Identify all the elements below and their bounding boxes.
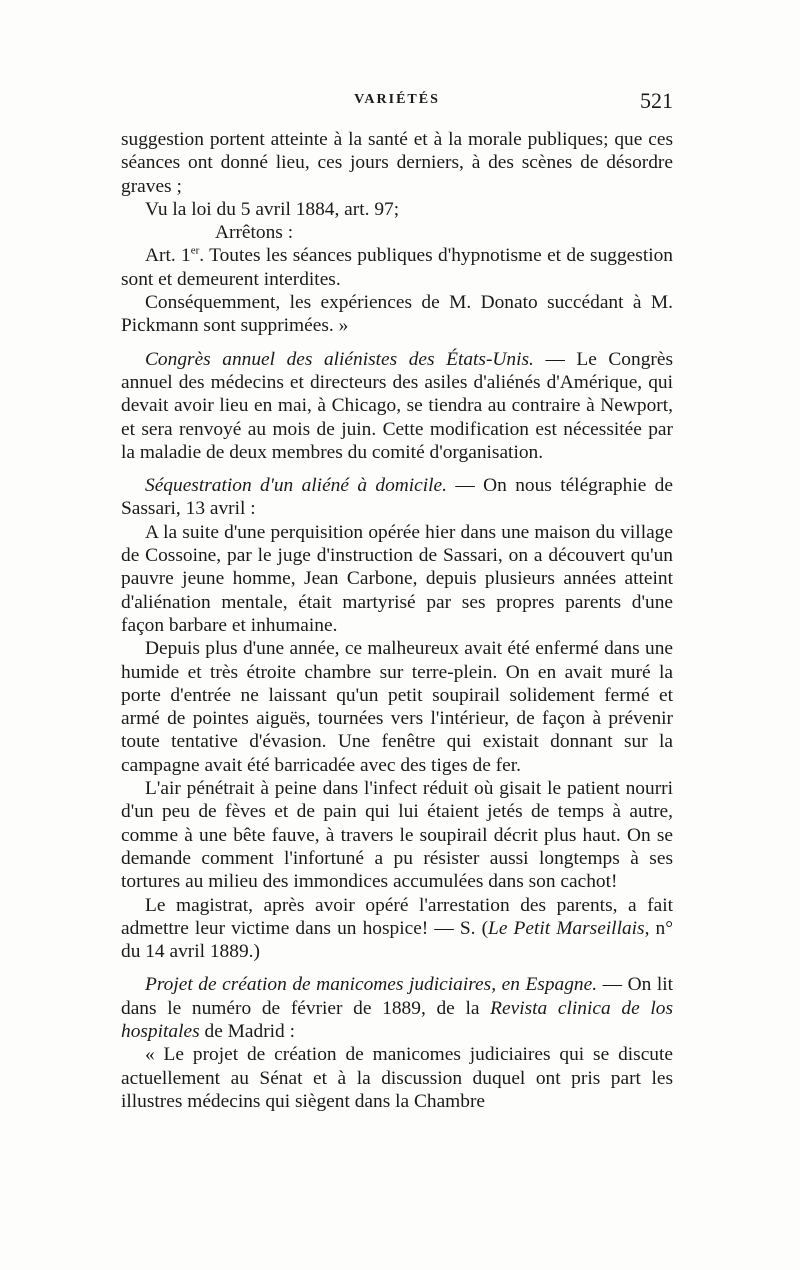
article-text: . Toutes les séances publiques d'hypnotisme et de suggestion sont et demeurent interdites. (121, 245, 673, 290)
article-superscript: er (190, 245, 200, 258)
paragraph: Arrêtons : (215, 222, 294, 244)
section-heading: Congrès annuel des aliénistes des États-Unis. (145, 348, 534, 370)
section-text: — On nous télégraphie de Sassari, 13 avril : (121, 475, 673, 520)
section-heading: Séquestration d'un aliéné à domicile. (145, 475, 448, 497)
book-page (121, 88, 674, 1113)
section-text: — Le Congrès annuel des médecins et directeurs des asiles d'aliénés d'Amérique, qui devait avoir lieu en mai, à Chicago, se tiendra au contraire à Newport, et sera renvoyé au mois de juin. Cette modification est nécessitée par la maladie de deux membres du comité d'organisation. (121, 348, 673, 463)
source-title: Le Petit Marseillais (488, 917, 645, 939)
paragraph: suggestion portent atteinte à la santé et à la morale publiques; que ces séances ont donné lieu, ces jours derniers, à des scènes de désordre graves ; (121, 129, 673, 197)
page-number: 521 (640, 88, 673, 113)
paragraph-text: , n° du 14 avril 1889.) (121, 917, 673, 963)
paragraph: Vu la loi du 5 avril 1884, art. 97; (145, 198, 400, 220)
paragraph: « Le projet de création de manicomes judiciaires qui se discute actuellement au Sénat et à la discussion duquel ont pris part les illustres médecins qui siègent dans la Chambre (121, 1044, 673, 1112)
paragraph-text: Le magistrat, après avoir opéré l'arrestation des parents, a fait admettre leur victime dans un hospice! — S. ( (121, 894, 673, 939)
page-header (121, 88, 673, 128)
article-paragraph (121, 244, 673, 291)
paragraph: Conséquemment, les expériences de M. Donato succédant à M. Pickmann sont supprimées. » (121, 292, 673, 337)
section-sequestration (121, 474, 673, 521)
article-label: Art. 1 (145, 245, 191, 267)
section-text: — On lit dans le numéro de février de 1889, de la (121, 974, 674, 1019)
paragraph: Depuis plus d'une année, ce malheureux avait été enfermé dans une humide et très étroite chambre sur terre-plein. On en avait muré la porte d'entrée ne laissant qu'un petit soupirail solidement fermé et armé de pointes aiguës, tournées vers l'intérieur, de façon à prévenir toute tentative d'évasion. Une fenêtre qui existait donnant sur la campagne avait été barricadée avec des tiges de fer. (121, 638, 673, 776)
paragraph (121, 894, 673, 964)
section-text: de Madrid : (199, 1020, 295, 1042)
section-congres (121, 348, 673, 464)
page-body (121, 128, 673, 1113)
section-heading: Projet de création de manicomes judiciaires, en Espagne. (145, 974, 598, 996)
running-title: VARIÉTÉS (354, 92, 440, 107)
paragraph: L'air pénétrait à peine dans l'infect réduit où gisait le patient nourri d'un peu de fèves et de pain qui lui étaient jetés de temps à autre, comme à une bête fauve, à travers le soupirail décrit plus haut. On se demande comment l'infortuné a pu résister aussi longtemps à ses tortures au milieu des immondices accumulées dans son cachot! (121, 778, 673, 893)
paragraph: A la suite d'une perquisition opérée hier dans une maison du village de Cossoine, par le juge d'instruction de Sassari, on a découvert qu'un pauvre jeune homme, Jean Carbone, depuis plusieurs années atteint d'aliénation mentale, était martyrisé par ses propres parents d'une façon barbare et inhumaine. (121, 521, 673, 636)
section-manicomes (121, 973, 673, 1043)
journal-title: Revista clinica de los hospitales (121, 997, 673, 1042)
